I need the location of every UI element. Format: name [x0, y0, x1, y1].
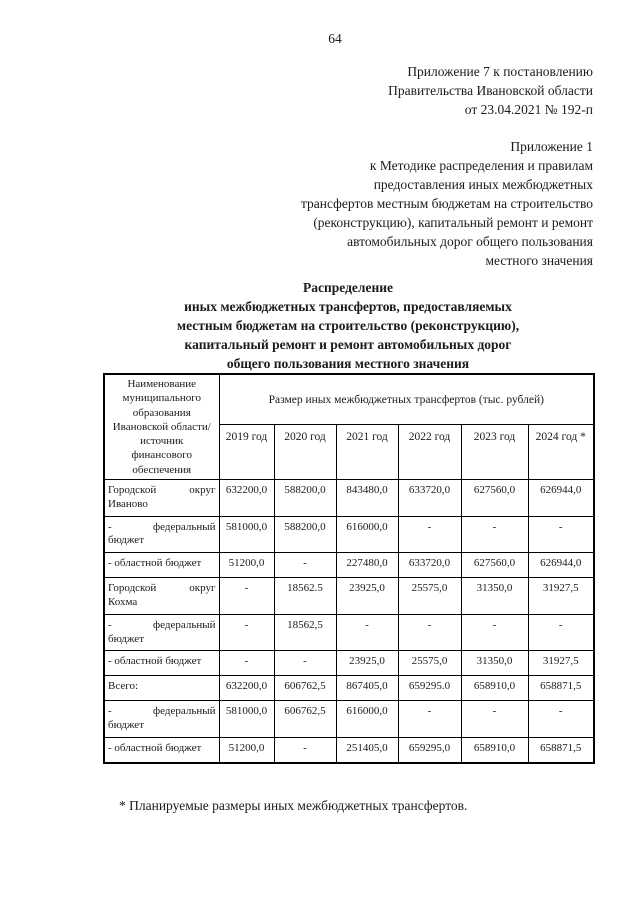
appendix-1-line: трансфертов местным бюджетам на строительство — [300, 196, 593, 211]
value-cell: 31350,0 — [461, 651, 528, 676]
value-cell: 31927,5 — [528, 651, 594, 676]
appendix-1-line: Приложение 1 — [510, 139, 593, 154]
value-cell: 633720,0 — [398, 553, 461, 578]
value-cell: - — [461, 614, 528, 651]
value-cell: 31350,0 — [461, 578, 528, 615]
value-cell: 23925,0 — [336, 651, 398, 676]
footnote: * Планируемые размеры иных межбюджетных трансфертов. — [119, 798, 468, 814]
appendix-1-line: местного значения — [485, 253, 593, 268]
value-cell: 633720,0 — [398, 480, 461, 517]
value-cell: 31927,5 — [528, 578, 594, 615]
table-row — [104, 480, 594, 517]
value-cell: 25575,0 — [398, 578, 461, 615]
table-row — [104, 614, 594, 651]
value-cell: 658910,0 — [461, 738, 528, 764]
value-cell: 626944,0 — [528, 480, 594, 517]
value-cell: - — [274, 553, 336, 578]
value-cell: 616000,0 — [336, 516, 398, 553]
value-cell: 23925,0 — [336, 578, 398, 615]
value-cell: 658871,5 — [528, 676, 594, 701]
row-name-cell: - федеральный бюджет — [104, 614, 219, 651]
appendix-7-line: Правительства Ивановской области — [388, 83, 593, 98]
value-cell: 51200,0 — [219, 738, 274, 764]
value-cell: 18562,5 — [274, 614, 336, 651]
table-row — [104, 651, 594, 676]
year-header-cell: 2024 год * — [528, 425, 594, 480]
value-cell: 843480,0 — [336, 480, 398, 517]
row-name-cell: - областной бюджет — [104, 651, 219, 676]
value-cell: 632200,0 — [219, 480, 274, 517]
value-cell: 227480,0 — [336, 553, 398, 578]
appendix-1-line: к Методике распределения и правилам — [369, 158, 593, 173]
row-name-cell: - федеральный бюджет — [104, 516, 219, 553]
value-cell: - — [219, 651, 274, 676]
year-header-cell: 2021 год — [336, 425, 398, 480]
value-cell: - — [398, 516, 461, 553]
appendix-1-reference — [103, 137, 593, 270]
value-cell: 632200,0 — [219, 676, 274, 701]
page-number: 64 — [328, 31, 342, 46]
title-line: местным бюджетам на строительство (реконструкцию), — [176, 318, 520, 333]
value-cell: 581000,0 — [219, 701, 274, 738]
value-cell: 251405,0 — [336, 738, 398, 764]
value-cell: - — [528, 516, 594, 553]
appendix-7-line: Приложение 7 к постановлению — [407, 64, 593, 79]
value-cell: 627560,0 — [461, 553, 528, 578]
table-row — [104, 701, 594, 738]
value-cell: 581000,0 — [219, 516, 274, 553]
value-cell: 588200,0 — [274, 516, 336, 553]
title-line: иных межбюджетных трансфертов, предоставляемых — [184, 299, 512, 314]
row-name-cell: - областной бюджет — [104, 553, 219, 578]
appendix-7-line: от 23.04.2021 № 192-п — [464, 102, 593, 117]
year-header-cell: 2022 год — [398, 425, 461, 480]
value-cell: - — [461, 516, 528, 553]
value-cell: - — [398, 614, 461, 651]
value-cell: 659295,0 — [398, 738, 461, 764]
value-cell: 606762,5 — [274, 701, 336, 738]
title-line: Распределение — [302, 280, 394, 295]
value-cell: - — [336, 614, 398, 651]
value-cell: - — [528, 614, 594, 651]
table-row — [104, 553, 594, 578]
value-cell: 658871,5 — [528, 738, 594, 764]
value-cell: 867405,0 — [336, 676, 398, 701]
row-name-cell: - областной бюджет — [104, 738, 219, 764]
table-row — [104, 516, 594, 553]
col1-header-cell: Наименование муниципального образования Ивановской области/источник финансового обеспечения — [104, 374, 219, 480]
transfers-table — [103, 373, 595, 764]
value-cell: 18562.5 — [274, 578, 336, 615]
table-row — [104, 578, 594, 615]
table-row-total — [104, 676, 594, 701]
document-title — [103, 278, 593, 373]
row-name-cell: Всего: — [104, 676, 219, 701]
row-name-cell: - федеральный бюджет — [104, 701, 219, 738]
value-cell: - — [398, 701, 461, 738]
year-header-cell: 2019 год — [219, 425, 274, 480]
value-cell: - — [274, 651, 336, 676]
row-name-cell: Городской округ Кохма — [104, 578, 219, 615]
value-cell: 588200,0 — [274, 480, 336, 517]
value-cell: 658910,0 — [461, 676, 528, 701]
table-row — [104, 738, 594, 764]
appendix-1-line: (реконструкцию), капитальный ремонт и ремонт — [313, 215, 593, 230]
value-cell: - — [219, 578, 274, 615]
value-cell: 626944,0 — [528, 553, 594, 578]
year-header-cell: 2020 год — [274, 425, 336, 480]
value-cell: 51200,0 — [219, 553, 274, 578]
value-cell: 606762,5 — [274, 676, 336, 701]
value-cell: - — [528, 701, 594, 738]
value-cell: 616000,0 — [336, 701, 398, 738]
appendix-1-line: предоставления иных межбюджетных — [373, 177, 593, 192]
year-header-cell: 2023 год — [461, 425, 528, 480]
value-cell: 25575,0 — [398, 651, 461, 676]
value-cell: 627560,0 — [461, 480, 528, 517]
row-name-cell: Городской округ Иваново — [104, 480, 219, 517]
title-line: капитальный ремонт и ремонт автомобильных дорог — [184, 337, 512, 352]
appendix-1-line: автомобильных дорог общего пользования — [347, 234, 593, 249]
value-cell: 659295.0 — [398, 676, 461, 701]
table-header-row — [104, 374, 594, 425]
value-cell: - — [461, 701, 528, 738]
value-cell: - — [219, 614, 274, 651]
title-line: общего пользования местного значения — [226, 356, 470, 371]
value-cell: - — [274, 738, 336, 764]
group-header-cell: Размер иных межбюджетных трансфертов (тыс. рублей) — [219, 374, 594, 425]
appendix-7-reference — [103, 62, 593, 119]
page-content — [103, 0, 593, 814]
